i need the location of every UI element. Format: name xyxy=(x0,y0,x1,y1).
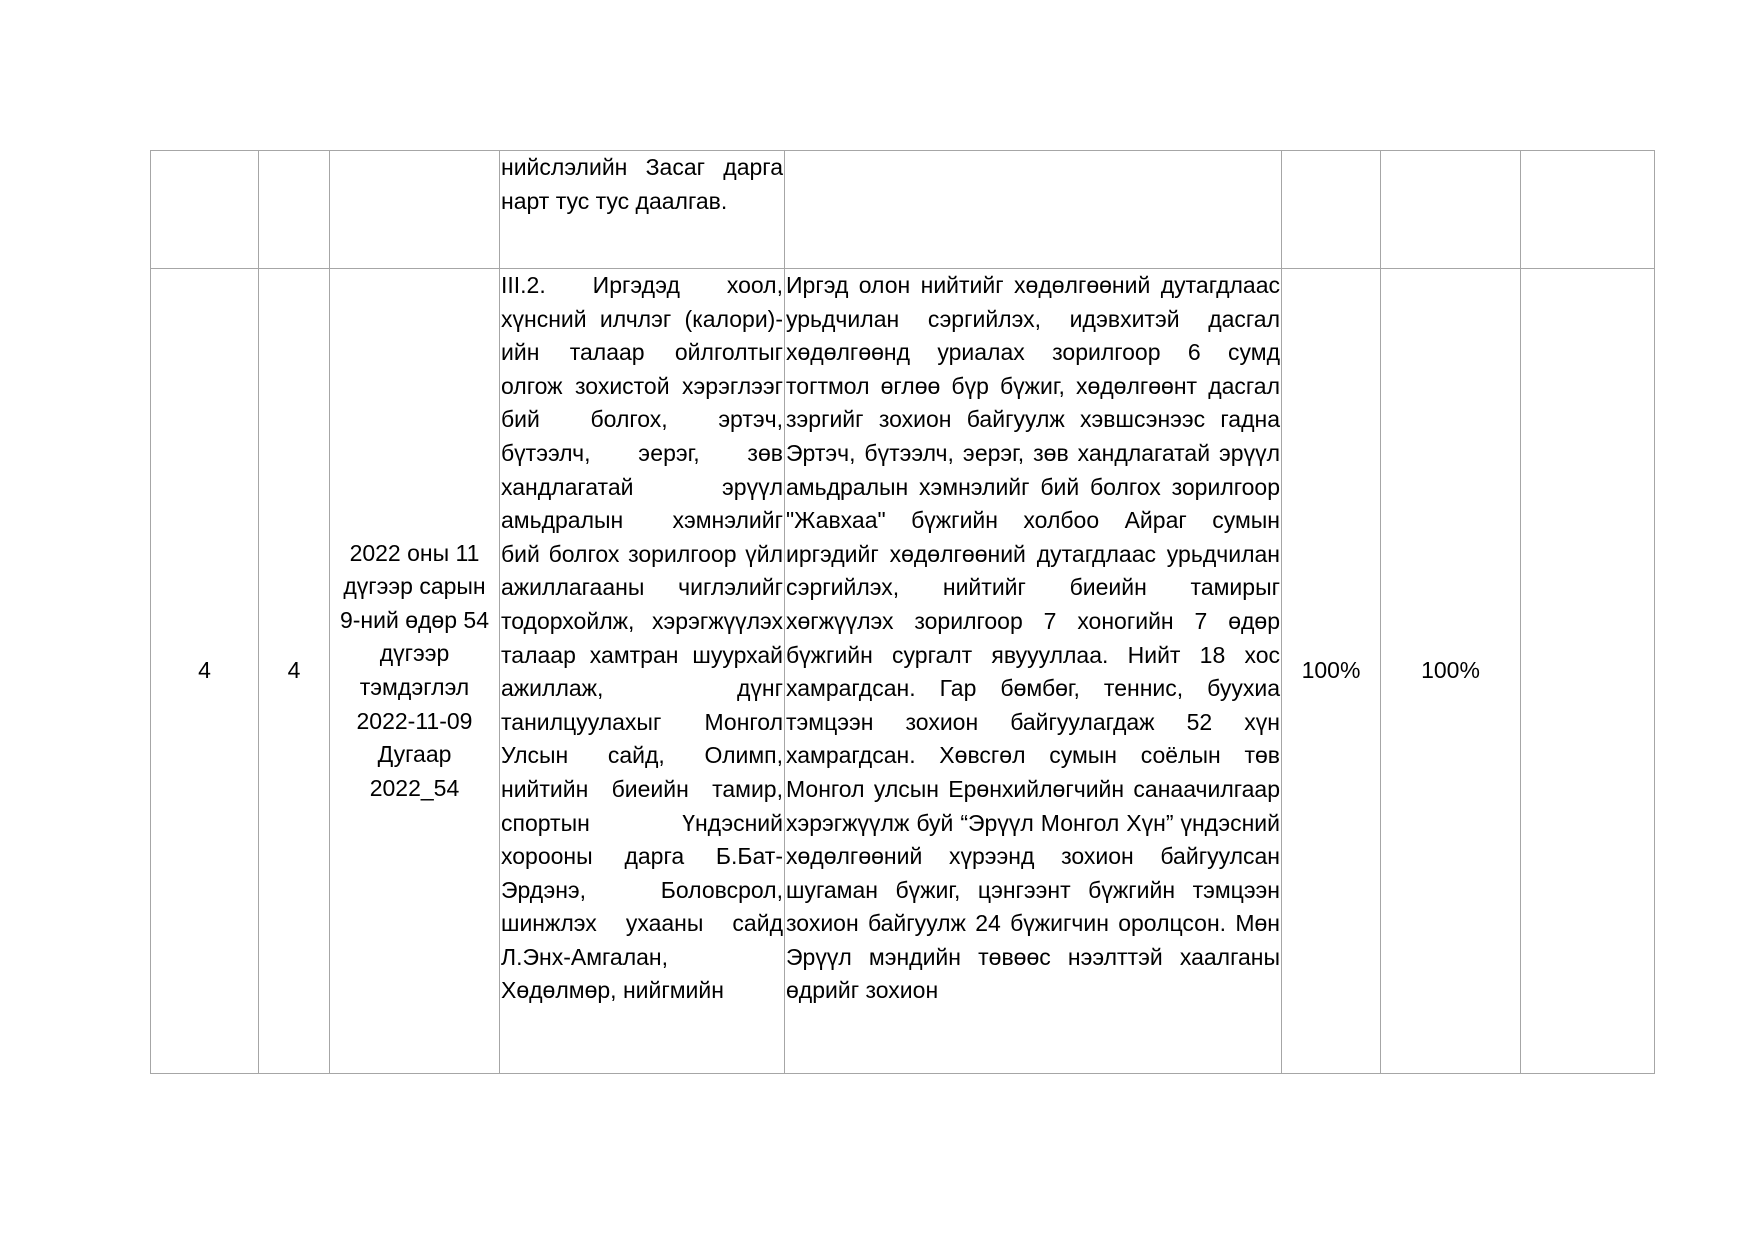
report-table xyxy=(150,150,1655,1074)
task-continuation-text: нийслэлийн Засаг дарга нарт тус тус даалгав. xyxy=(501,154,783,214)
cell-empty xyxy=(785,151,1282,269)
cell-percent-2: 100% xyxy=(1381,269,1521,1074)
cell-empty xyxy=(1381,151,1521,269)
implementation-text: Иргэд олон нийтийг хөдөлгөөний дутагдлаас урьдчилан сэргийлэх, идэвхитэй дасгал хөдөлгөөнд уриалах зорилгоор 6 сумд тогтмол өглөө бүр бүжиг, хөдөлгөөнт дасгал зэргийг зохион байгуулж хэвшсэнээс гадна Эртэч, бүтээлч, эерэг, зөв хандлагатай эрүүл амьдралын хэмнэлийг бий болгох зорилгоор "Жавхаа" бүжгийн холбоо Айраг сумын иргэдийг хөдөлгөөний дутагдлаас урьдчилан сэргийлэх, нийтийг биеийн тамирыг хөгжүүлэх зорилгоор 7 хоногийн 7 өдөр бүжгийн сургалт явуууллаа. Нийт 18 хос хамрагдсан. Гар бөмбөг, теннис, буухиа тэмцээн зохион байгуулагдаж 52 хүн хамрагдсан. Хөвсгөл сумын соёлын төв Монгол улсын Ерөнхийлөгчийн санаачилгаар хэрэгжүүлж буй “Эрүүл Монгол Хүн” үндэсний хөдөлгөөний хүрээнд зохион байгуулсан шугаман бүжиг, цэнгээнт бүжгийн тэмцээн зохион байгуулж 24 бүжигчин оролцсон. Мөн Эрүүл мэндийн төвөөс нээлттэй хаалганы өдрийг зохион xyxy=(786,272,1280,1004)
document-ref-text: 2022 оны 11 дүгээр сарын 9-ний өдөр 54 дүгээр тэмдэглэл 2022-11-09 Дугаар 2022_54 xyxy=(339,539,489,801)
cell-empty xyxy=(259,151,330,269)
cell-task xyxy=(500,269,785,1074)
cell-count: 4 xyxy=(259,269,330,1074)
cell-empty xyxy=(1282,151,1381,269)
cell-empty xyxy=(330,151,500,269)
table-row xyxy=(151,269,1655,1074)
table-row-continuation xyxy=(151,151,1655,269)
cell-empty xyxy=(151,151,259,269)
cell-empty xyxy=(1521,151,1655,269)
cell-number: 4 xyxy=(151,269,259,1074)
cell-implementation xyxy=(785,269,1282,1074)
cell-task-continuation xyxy=(500,151,785,269)
task-text: III.2. Иргэдэд хоол, хүнсний илчлэг (калори)-ийн талаар ойлголтыг олгож зохистой хэрэглээг бий болгох, эртэч, бүтээлч, эерэг, зөв хандлагатай эрүүл амьдралын хэмнэлийг бий болгох зорилгоор үйл ажиллагааны чиглэлийг тодорхойлж, хэрэгжүүлэх талаар хамтран шуурхай ажиллаж, дүнг танилцуулахыг Монгол Улсын сайд, Олимп, нийтийн биеийн тамир, спортын Үндэсний хорооны дарга Б.Бат-Эрдэнэ, Боловсрол, шинжлэх ухааны сайд Л.Энх-Амгалан, Хөдөлмөр, нийгмийн xyxy=(501,272,783,1004)
cell-document-ref xyxy=(330,269,500,1074)
cell-percent-1: 100% xyxy=(1282,269,1381,1074)
cell-empty xyxy=(1521,269,1655,1074)
